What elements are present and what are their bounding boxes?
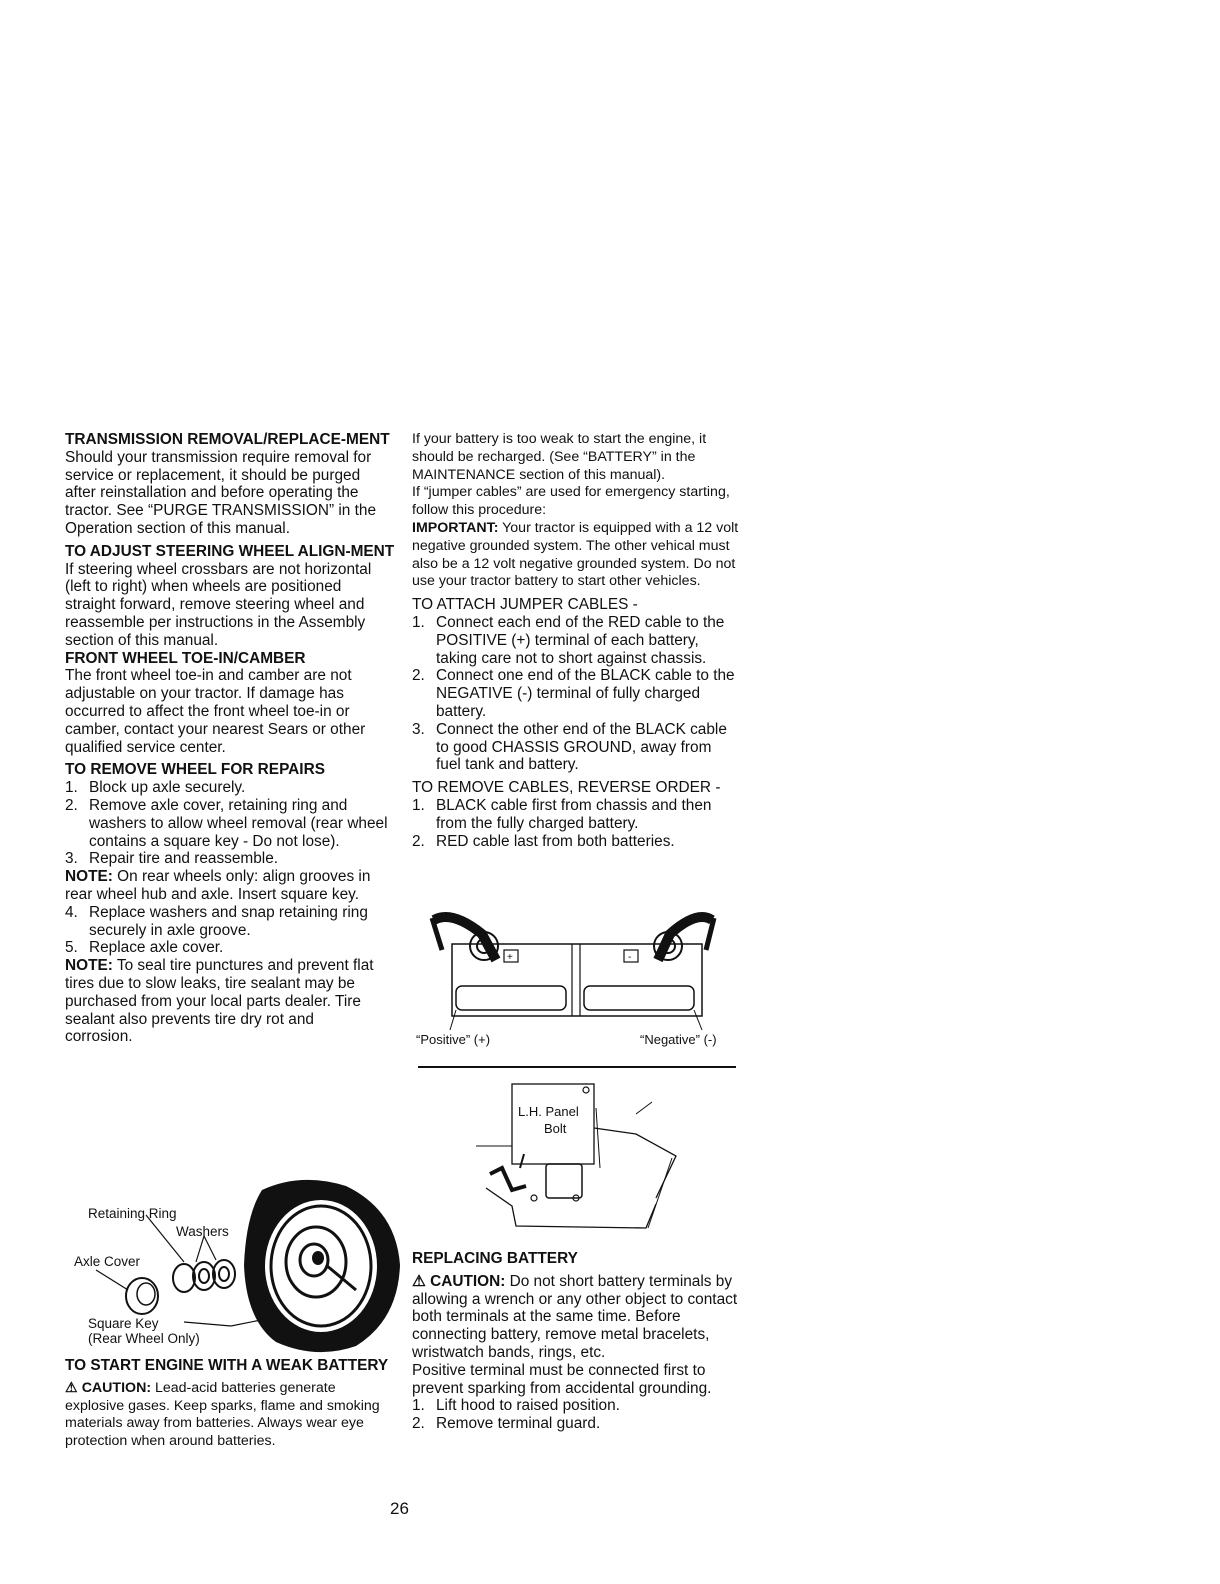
- left-column: [65, 431, 395, 1046]
- remove-wheel-heading: TO REMOVE WHEEL FOR REPAIRS: [65, 761, 325, 779]
- list-item: 5. Replace axle cover.: [65, 939, 224, 957]
- bolt-label: Bolt: [544, 1121, 567, 1136]
- replacing-battery-heading: REPLACING BATTERY: [412, 1250, 578, 1267]
- toein-text: The front wheel toe-in and camber are not adjustable on your tractor. If damage has occurred to affect the front wheel toe-in or camber, contact your nearest Sears or other qualified service center.: [65, 667, 366, 756]
- list-item: 4. Replace washers and snap retaining ring securely in axle groove.: [65, 903, 368, 939]
- caution-lead-acid: ⚠ CAUTION: Lead-acid batteries generate explosive gases. Keep sparks, flame and smoking materials away from batteries. Always wear eye protection when around batteries.: [65, 1379, 380, 1450]
- list-item: 2. Remove axle cover, retaining ring and washers to allow wheel removal (rear wheel contains a square key - Do not lose).: [65, 796, 388, 850]
- list-item: 3. Repair tire and reassemble.: [65, 850, 279, 868]
- remove-cables-steps: [412, 797, 740, 850]
- remove-wheel-steps: [65, 779, 395, 868]
- wheel-figure: [66, 1170, 406, 1355]
- section-divider: [418, 1066, 736, 1068]
- transmission-heading: TRANSMISSION REMOVAL/REPLACE-MENT: [65, 431, 390, 448]
- steering-heading: TO ADJUST STEERING WHEEL ALIGN-MENT: [65, 542, 395, 560]
- panel-diagram: [476, 1078, 686, 1238]
- negative-terminal-label: “Negative” (-): [640, 1032, 717, 1047]
- attach-cables-heading: TO ATTACH JUMPER CABLES -: [412, 596, 638, 614]
- svg-text:-: -: [628, 952, 632, 963]
- warning-icon: ⚠: [65, 1379, 78, 1396]
- replace-battery-steps: [412, 1397, 742, 1433]
- panel-bolt-figure: [476, 1078, 686, 1238]
- note-rear-wheels: NOTE: On rear wheels only: align grooves in rear wheel hub and axle. Insert square key.: [65, 868, 371, 903]
- axle-cover-label: Axle Cover: [74, 1254, 141, 1269]
- rear-wheel-only-label: (Rear Wheel Only): [88, 1331, 200, 1346]
- warning-icon: ⚠: [412, 1272, 426, 1290]
- weak-battery-heading: TO START ENGINE WITH A WEAK BATTERY: [65, 1357, 389, 1374]
- list-item: 2. RED cable last from both batteries.: [412, 832, 675, 850]
- attach-cables-steps: [412, 614, 740, 774]
- square-key-label: Square Key: [88, 1316, 159, 1331]
- page-number: 26: [390, 1499, 409, 1518]
- lh-panel-label: L.H. Panel: [518, 1104, 579, 1119]
- remove-cables-heading: TO REMOVE CABLES, REVERSE ORDER -: [412, 779, 721, 797]
- jumper-cables-figure: [412, 910, 742, 1050]
- positive-terminal-text: Positive terminal must be connected first to prevent sparking from accidental grounding.: [412, 1361, 712, 1397]
- replacing-battery-section: [412, 1250, 742, 1433]
- note-tire-sealant: NOTE: To seal tire punctures and prevent flat tires due to slow leaks, tire sealant may be purchased from your local parts dealer. Tire sealant also prevents tire dry rot and corrosion.: [65, 957, 374, 1046]
- battery-diagram: [412, 910, 742, 1050]
- svg-text:+: +: [507, 952, 513, 963]
- list-item: 3. Connect the other end of the BLACK cable to good CHASSIS GROUND, away from fuel tank and battery.: [412, 720, 727, 774]
- right-column: [412, 431, 740, 850]
- battery-intro-text: If your battery is too weak to start the engine, it should be recharged. (See “BATTERY” in the MAINTENANCE section of this manual).: [412, 431, 707, 483]
- caution-short-terminals: ⚠ CAUTION: Do not short battery terminals by allowing a wrench or any other object to contact both terminals at the same time. Before connecting battery, remove metal bracelets, wristwatch bands, rings, etc.: [412, 1272, 738, 1361]
- weak-battery-section: [65, 1357, 395, 1451]
- list-item: 1. Connect each end of the RED cable to the POSITIVE (+) terminal of each battery, taking care not to short against chassis.: [412, 613, 725, 667]
- wheel-diagram: [66, 1170, 406, 1355]
- list-item: 1. Block up axle securely.: [65, 779, 246, 797]
- list-item: 1. BLACK cable first from chassis and then from the fully charged battery.: [412, 796, 712, 832]
- remove-wheel-steps-2: [65, 904, 395, 957]
- list-item: 1. Lift hood to raised position.: [412, 1397, 620, 1415]
- jumper-cables-text: If “jumper cables” are used for emergency starting, follow this procedure:: [412, 484, 730, 519]
- list-item: 2. Remove terminal guard.: [412, 1415, 601, 1433]
- important-note: IMPORTANT: Your tractor is equipped with a 12 volt negative grounded system. The other vehical must also be a 12 volt negative grounded system. Do not use your tractor battery to start other vehicles.: [412, 519, 739, 590]
- positive-terminal-label: “Positive” (+): [416, 1032, 491, 1047]
- transmission-text: Should your transmission require removal for service or replacement, it should be purged after reinstallation and before operating the tractor. See “PURGE TRANSMISSION” in the Operation section of this manual.: [65, 448, 377, 537]
- list-item: 2. Connect one end of the BLACK cable to the NEGATIVE (-) terminal of fully charged battery.: [412, 667, 735, 720]
- steering-text: If steering wheel crossbars are not horizontal (left to right) when wheels are positioned straight forward, remove steering wheel and reassemble per instructions in the Assembly section of this manual.: [65, 560, 372, 649]
- washers-label: Washers: [176, 1224, 229, 1239]
- toein-heading: FRONT WHEEL TOE-IN/CAMBER: [65, 649, 306, 667]
- retaining-ring-label: Retaining Ring: [88, 1206, 177, 1221]
